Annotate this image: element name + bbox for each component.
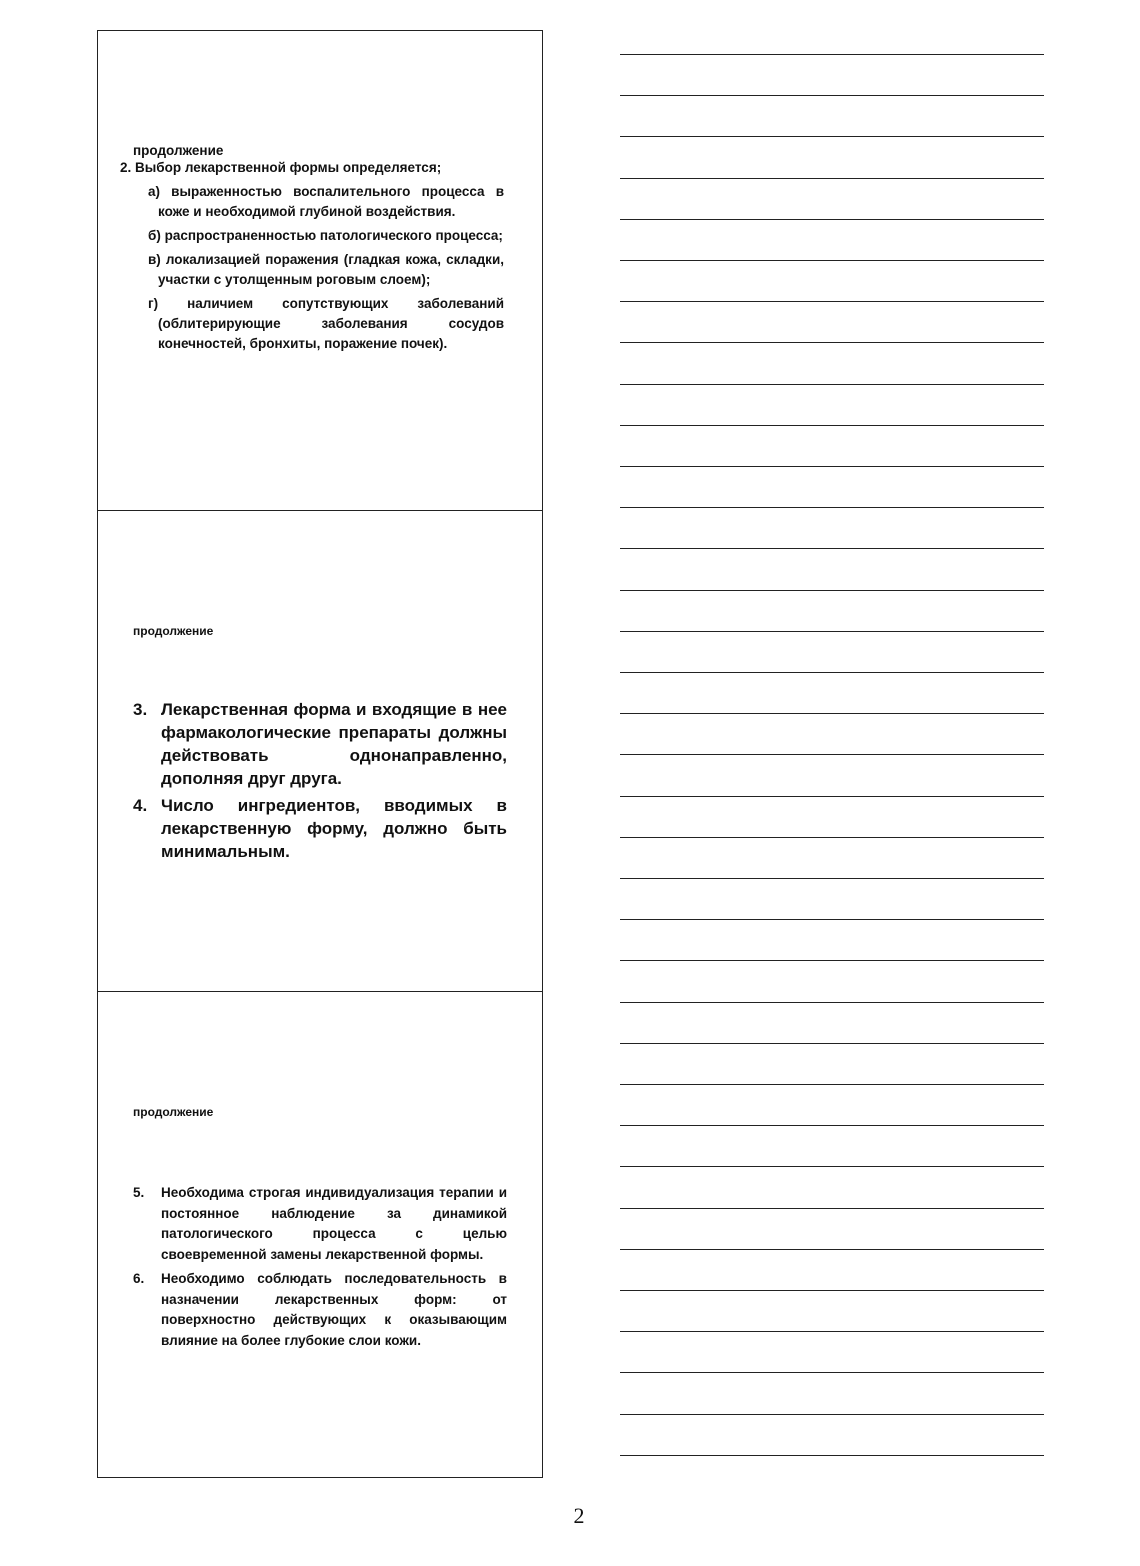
note-line bbox=[620, 590, 1044, 591]
item-number: 5. bbox=[133, 1185, 145, 1200]
list-item bbox=[133, 1183, 507, 1265]
note-line bbox=[620, 301, 1044, 302]
note-line bbox=[620, 548, 1044, 549]
item-text: Лекарственная форма и входящие в нее фармакологические препараты должны действовать однонаправленно, дополняя друг друга. bbox=[161, 700, 507, 788]
list-item bbox=[133, 1269, 507, 1351]
criteria-list bbox=[148, 182, 504, 358]
note-line bbox=[620, 1125, 1044, 1126]
continued-label: продолжение bbox=[133, 1105, 214, 1119]
note-line bbox=[620, 1084, 1044, 1085]
note-line bbox=[620, 425, 1044, 426]
note-line bbox=[620, 631, 1044, 632]
continued-label: продолжение bbox=[133, 143, 224, 158]
note-line bbox=[620, 796, 1044, 797]
note-line bbox=[620, 1249, 1044, 1250]
note-line bbox=[620, 1166, 1044, 1167]
list-item: а) выраженностью воспалительного процесса в коже и необходимой глубиной воздействия. bbox=[148, 184, 504, 219]
note-line bbox=[620, 466, 1044, 467]
note-line bbox=[620, 919, 1044, 920]
note-line bbox=[620, 260, 1044, 261]
note-line bbox=[620, 1414, 1044, 1415]
note-line bbox=[620, 384, 1044, 385]
principles-list bbox=[133, 698, 507, 867]
item-number: 4. bbox=[133, 796, 148, 815]
slide-heading: 2. Выбор лекарственной формы определяется; bbox=[120, 160, 442, 175]
page-number: 2 bbox=[573, 1503, 585, 1528]
note-line bbox=[620, 342, 1044, 343]
note-line bbox=[620, 713, 1044, 714]
continued-label: продолжение bbox=[133, 624, 214, 638]
note-line bbox=[620, 95, 1044, 96]
list-item: в) локализацией поражения (гладкая кожа, складки, участки с утолщенным роговым слоем); bbox=[148, 252, 504, 287]
item-text: Число ингредиентов, вводимых в лекарственную форму, должно быть минимальным. bbox=[161, 796, 507, 861]
note-line bbox=[620, 1208, 1044, 1209]
note-line bbox=[620, 672, 1044, 673]
slide-2 bbox=[98, 510, 542, 991]
item-text: Необходима строгая индивидуализация терапии и постоянное наблюдение за динамикой патологического процесса с целью своевременной замены лекарственной формы. bbox=[161, 1185, 507, 1262]
slide-3 bbox=[98, 991, 542, 1477]
slides-column bbox=[97, 30, 543, 1478]
list-item: б) распространенностью патологического процесса; bbox=[148, 228, 503, 243]
note-line bbox=[620, 136, 1044, 137]
note-line bbox=[620, 837, 1044, 838]
item-number: 6. bbox=[133, 1271, 145, 1286]
note-line bbox=[620, 54, 1044, 55]
note-line bbox=[620, 1372, 1044, 1373]
slide-1 bbox=[98, 31, 542, 510]
note-line bbox=[620, 1290, 1044, 1291]
item-text: Необходимо соблюдать последовательность в назначении лекарственных форм: от поверхностно действующих к оказывающим влияние на более глубокие слои кожи. bbox=[161, 1271, 507, 1348]
note-line bbox=[620, 1331, 1044, 1332]
note-line bbox=[620, 1455, 1044, 1456]
principles-list bbox=[133, 1183, 507, 1355]
note-line bbox=[620, 754, 1044, 755]
note-line bbox=[620, 1043, 1044, 1044]
list-item bbox=[133, 698, 507, 790]
list-item: г) наличием сопутствующих заболеваний (облитерирующие заболевания сосудов конечностей, бронхиты, поражение почек). bbox=[148, 296, 504, 351]
note-line bbox=[620, 507, 1044, 508]
note-line bbox=[620, 178, 1044, 179]
item-number: 3. bbox=[133, 700, 148, 719]
note-line bbox=[620, 960, 1044, 961]
note-line bbox=[620, 219, 1044, 220]
note-line bbox=[620, 1002, 1044, 1003]
note-lines bbox=[620, 0, 1044, 1566]
note-line bbox=[620, 878, 1044, 879]
list-item bbox=[133, 794, 507, 863]
